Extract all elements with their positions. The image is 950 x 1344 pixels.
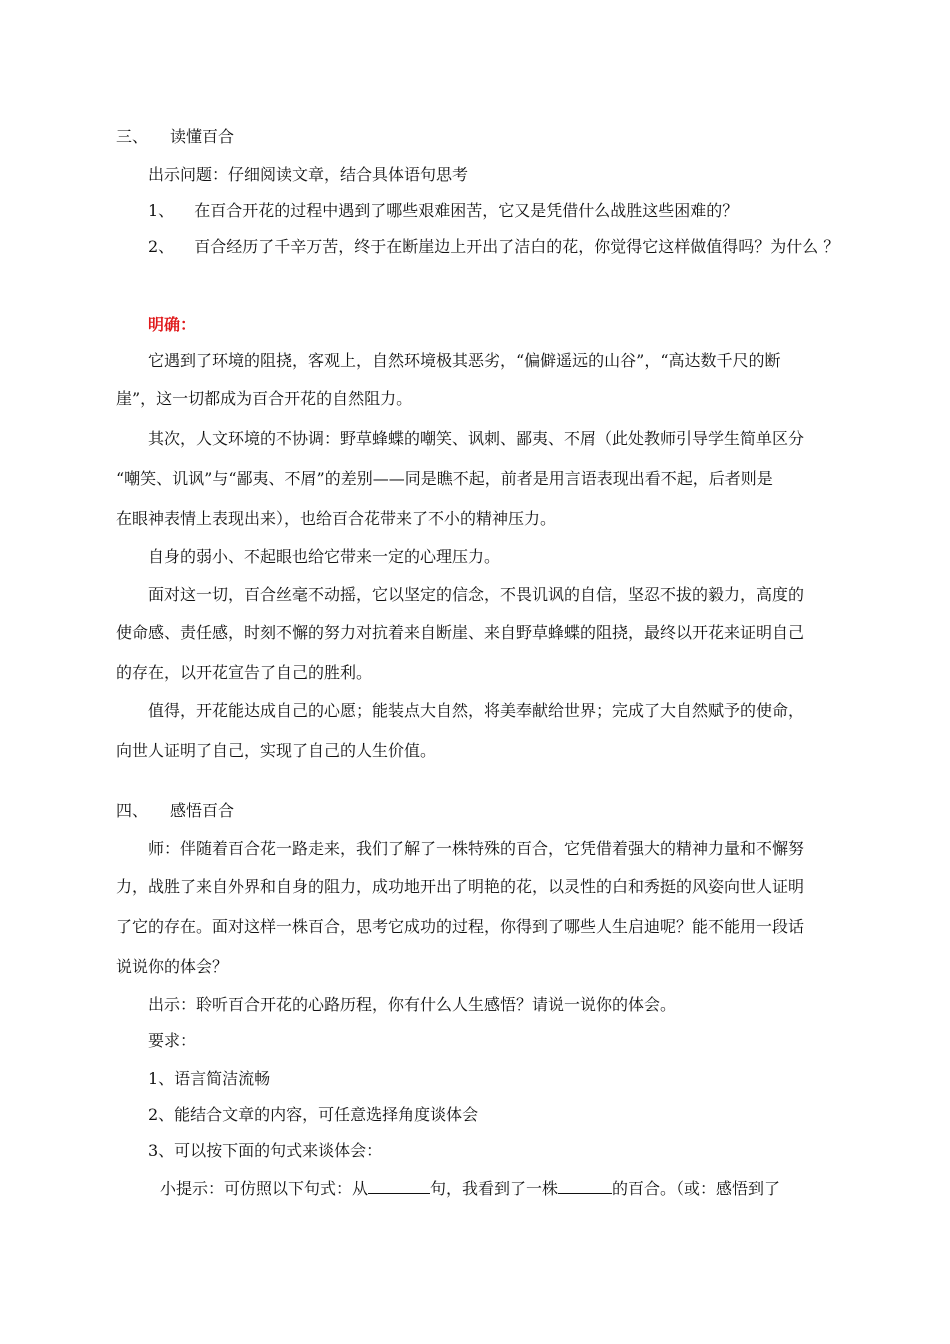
question-2: [148, 236, 839, 258]
question-2-text: 百合经历了千辛万苦，终于在断崖边上开出了洁白的花，你觉得它这样做值得吗？为什么 ？: [194, 237, 840, 256]
requirement-2: 2、能结合文章的内容，可任意选择角度谈体会: [148, 1105, 479, 1124]
section4-heading-title: 感悟百合: [170, 801, 235, 820]
answer-paragraph-2-line-2: “嘲笑、讥讽”与“鄙夷、不屑”的差别——同是瞧不起，前者是用言语表现出看不起，后者则是: [116, 469, 773, 488]
question-1: [148, 200, 738, 222]
fill-blank-2: [558, 1179, 612, 1194]
requirements-label: 要求：: [148, 1031, 197, 1050]
hint-part-2: 句，我看到了一株: [430, 1179, 559, 1198]
question-2-number: 2、: [148, 237, 175, 256]
section3-heading: [116, 126, 234, 148]
answer-label: 明确：: [148, 315, 197, 334]
section4-heading-number: 四、: [116, 801, 149, 820]
hint-line: [160, 1178, 780, 1200]
hint-part-1: 小提示：可仿照以下句式：从: [160, 1179, 369, 1198]
answer-paragraph-5-line-2: 向世人证明了自己，实现了自己的人生价值。: [116, 741, 437, 760]
answer-paragraph-3: 自身的弱小、不起眼也给它带来一定的心理压力。: [148, 547, 501, 566]
question-1-number: 1、: [148, 201, 175, 220]
teacher-paragraph-line-3: 了它的存在。面对这样一株百合，思考它成功的过程，你得到了哪些人生启迪呢？能不能用一段话: [116, 917, 805, 936]
question-1-text: 在百合开花的过程中遇到了哪些艰难困苦，它又是凭借什么战胜这些困难的？: [194, 201, 739, 220]
teacher-paragraph-line-1: 师：伴随着百合花一路走来，我们了解了一株特殊的百合，它凭借着强大的精神力量和不懈努: [148, 839, 805, 858]
answer-paragraph-5-line-1: 值得，开花能达成自己的心愿；能装点大自然，将美奉献给世界；完成了大自然赋予的使命，: [148, 701, 805, 720]
answer-paragraph-2-line-1: 其次，人文环境的不协调：野草蜂蝶的嘲笑、讽刺、鄙夷、不屑（此处教师引导学生简单区分: [148, 429, 805, 448]
answer-paragraph-4-line-3: 的存在，以开花宣告了自己的胜利。: [116, 663, 373, 682]
hint-part-3: 的百合。（或：感悟到了: [612, 1179, 781, 1198]
requirement-3: 3、可以按下面的句式来谈体会：: [148, 1141, 383, 1160]
teacher-paragraph-line-4: 说说你的体会？: [116, 957, 229, 976]
section3-heading-title: 读懂百合: [170, 127, 235, 146]
teacher-paragraph-line-2: 力，战胜了来自外界和自身的阻力，成功地开出了明艳的花，以灵性的白和秀挺的风姿向世人证明: [116, 877, 805, 896]
answer-paragraph-4-line-2: 使命感、责任感，时刻不懈的努力对抗着来自断崖、来自野草蜂蝶的阻挠，最终以开花来证明自己: [116, 623, 805, 642]
section3-prompt: 出示问题：仔细阅读文章，结合具体语句思考: [148, 165, 469, 184]
requirement-1: 1、语言简洁流畅: [148, 1069, 271, 1088]
section4-heading: [116, 800, 234, 822]
answer-paragraph-1-line-1: 它遇到了环境的阻挠，客观上，自然环境极其恶劣，“偏僻遥远的山谷”，“高达数千尺的断: [148, 351, 781, 370]
answer-paragraph-4-line-1: 面对这一切，百合丝毫不动摇，它以坚定的信念，不畏讥讽的自信，坚忍不拔的毅力，高度的: [148, 585, 805, 604]
show-prompt: 出示：聆听百合开花的心路历程，你有什么人生感悟？请说一说你的体会。: [148, 995, 677, 1014]
answer-paragraph-1-line-2: 崖”，这一切都成为百合开花的自然阻力。: [116, 389, 413, 408]
section3-heading-number: 三、: [116, 127, 149, 146]
answer-paragraph-2-line-3: 在眼神表情上表现出来），也给百合花带来了不小的精神压力。: [116, 509, 557, 528]
fill-blank-1: [368, 1179, 430, 1194]
